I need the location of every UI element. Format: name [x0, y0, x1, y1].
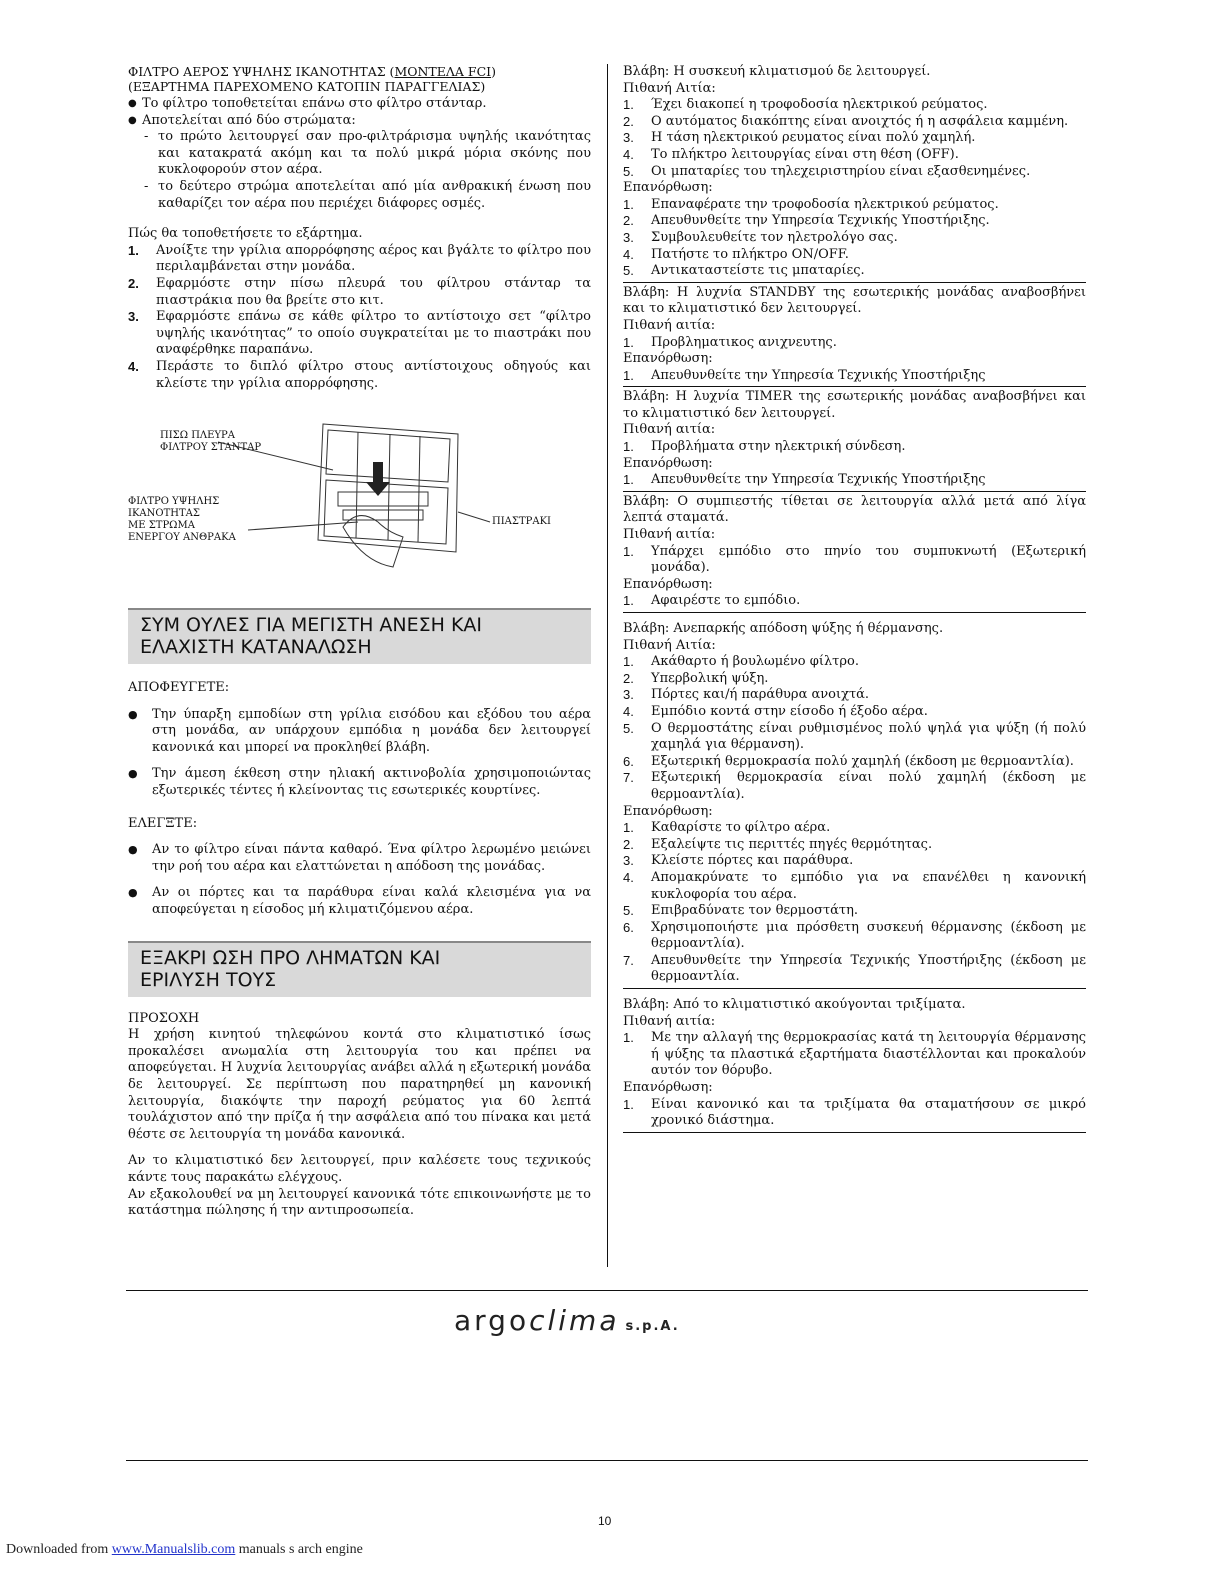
column-divider	[607, 64, 608, 1267]
cause-list	[623, 544, 1086, 577]
fix-title: Επανόρθωση:	[623, 455, 713, 471]
cause-list	[623, 97, 1086, 180]
list-item: 3. Η τάση ηλεκτρικού ρευματος είναι πολύ χαμηλή.	[623, 130, 976, 146]
label-clip: ΠΙΑΣΤΡΑΚΙ	[492, 516, 552, 528]
list-item: ● Την ύπαρξη εμποδίων στη γρίλια εισόδου και εξόδου του αέρα στη μονάδα, αν υπάρχουν εμπόδια η μονάδα δεν λειτουργεί κανονικά και μπορεί να προκληθεί βλάβη.	[128, 707, 591, 757]
cause-title: Πιθανή αιτία:	[623, 317, 716, 333]
list-item: 1. Ακάθαρτο ή βουλωμένο φίλτρο.	[623, 654, 859, 670]
cause-list	[623, 439, 1086, 456]
install-step: 1. Ανοίξτε την γρίλια απορρόφησης αέρος και βγάλτε το φίλτρο που περιλαμβάνεται στην μονάδα.	[128, 242, 591, 275]
list-item: 4. Πατήστε το πλήκτρο ON/OFF.	[623, 246, 849, 262]
cause-title: Πιθανή αιτία:	[623, 422, 716, 438]
cause-list	[623, 1030, 1086, 1080]
avoid-list	[128, 707, 591, 800]
list-item: 1. Απευθυνθείτε την Υπηρεσία Τεχνικής Υποστήριξης	[623, 367, 986, 383]
cause-title: Πιθανή αιτία:	[623, 527, 716, 543]
label-back-filter: ΠΙΣΩ ΠΛΕΥΡΑ ΦΙΛΤΡΟΥ ΣΤΑΝΤΑΡ	[160, 430, 262, 454]
list-item: 3. Κλείστε πόρτες και παράθυρα.	[623, 853, 854, 869]
manualslib-link[interactable]: www.Manualslib.com	[111, 1542, 236, 1557]
cause-title: Πιθανή αιτία:	[623, 1013, 716, 1029]
list-item: 2. Υπερβολική ψύξη.	[623, 670, 769, 686]
left-column	[128, 64, 591, 1220]
download-credit: Downloaded from www.Manualslib.com manuals s arch engine	[6, 1542, 363, 1557]
list-item: 1. Έχει διακοπεί η τροφοδοσία ηλεκτρικού ρεύματος.	[623, 97, 988, 113]
list-item: 1. Προβληματικος ανιχνευτης.	[623, 334, 837, 350]
list-item: 1. Είναι κανονικό και τα τριξίματα θα σταματήσουν σε μικρό χρονικό διάστημα.	[623, 1096, 1086, 1129]
list-item: 1. Καθαρίστε το φίλτρο αέρα.	[623, 820, 831, 836]
cause-list	[623, 654, 1086, 803]
filter-header: ΦΙΛΤΡΟ ΑΕΡΟΣ ΥΨΗΛΗΣ ΙΚΑΝΟΤΗΤΑΣ (ΜΟΝΤΕΛΑ FCI) (ΕΞΑΡΤΗΜΑ ΠΑΡΕΧΟΜΕΝΟ ΚΑΤΟΠΙΝ ΠΑΡΑΓΓΕΛΙΑΣ)	[128, 64, 496, 94]
list-item: 6. Χρησιμοποιήστε μια πρόσθετη συσκευή θέρμανσης (έκδοση με θερμοαντλία).	[623, 919, 1086, 952]
list-item: 5. Οι μπαταρίες του τηλεχειριστηρίου είναι εξασθενημένες.	[623, 163, 1031, 179]
list-item: 7. Απευθυνθείτε την Υπηρεσία Τεχνικής Υποστήριξης (έκδοση με θερμοαντλία.	[623, 952, 1086, 985]
caution-title: ΠΡΟΣΟΧΗ	[128, 1010, 200, 1026]
fault-title: Βλάβη: Η λυχνία TIMER της εσωτερικής μονάδας αναβοσβήνει και το κλιματιστικό δεν λειτουργεί.	[623, 389, 1086, 421]
list-item: 1. Αφαιρέστε το εμπόδιο.	[623, 593, 801, 609]
check-list	[128, 842, 591, 918]
fix-title: Επανόρθωση:	[623, 351, 713, 367]
final-note-2: Αν εξακολουθεί να μη λειτουργεί κανονικά τότε επικοινωνήστε με το κατάστημα πώλησης ή την αντιπροσωπεία.	[128, 1186, 591, 1219]
list-item: 5. Επιβραδύνατε τον θερμοστάτη.	[623, 903, 859, 919]
list-item: 1. Με την αλλαγή της θερμοκρασίας κατά τη λειτουργία θέρμανσης ή ψύξης τα πλαστικά εξαρτήματα διαστέλλονται και προκαλούν αυτόν τον θόρυβο.	[623, 1030, 1086, 1079]
fix-list	[623, 593, 1086, 610]
list-item: 7. Εξωτερική θερμοκρασία είναι πολύ χαμηλή (έκδοση με θερμοαντλία).	[623, 770, 1086, 802]
check-title: ΕΛΕΓΞΤΕ:	[128, 815, 198, 831]
list-item: 4. Εμπόδιο κοντά στην είσοδο ή έξοδο αέρα.	[623, 703, 928, 719]
filter-bullets	[128, 96, 591, 129]
sub-item: - το πρώτο λειτουργεί σαν προ-φιλτράρισμα υψηλής ικανότητας και κατακρατά ακόμη και τα πολύ μικρά μόρια σκόνης που κυκλοφορούν στον αέρα.	[144, 129, 591, 178]
cause-list	[623, 335, 1086, 352]
install-step: 2. Εφαρμόστε στην πίσω πλευρά του φίλτρου στάνταρ τα πιαστράκια που θα βρείτε στο κιτ.	[128, 275, 591, 308]
fault-title: Βλάβη: Ανεπαρκής απόδοση ψύξης ή θέρμανσης.	[623, 621, 944, 636]
fix-list	[623, 368, 1086, 385]
list-item: 1. Επαναφέρατε την τροφοδοσία ηλεκτρικού ρεύματος.	[623, 196, 999, 212]
caution-text: Η χρήση κινητού τηλεφώνου κοντά στο κλιματιστικό ίσως προκαλέσει ανωμαλία στη λειτουργία του και πρέπει να αποφεύγεται. Η λυχνία λειτουργίας ανάβει αλλά η εξωτερική μονάδα δε λειτουργεί. Σε περίπτωση που παρατηρηθεί μη κανονική λειτουργία, διακόψτε την παροχή ρεύματος για 60 λεπτά τουλάχιστον από την πρίζα ή την ασφάλεια από του πίνακα και μετά θέστε σε λειτουργία τη μονάδα κανονικά.	[128, 1027, 591, 1142]
fault-block	[623, 997, 1086, 1133]
section-banner-troubleshooting: ΕΞΑΚΡΙ ΩΣΗ ΠΡΟ ΛΗΜΑΤΩΝ ΚΑΙ ΕΡΙΛΥΣΗ ΤΟΥΣ	[128, 941, 591, 997]
fix-list	[623, 197, 1086, 280]
fix-list	[623, 1097, 1086, 1130]
fault-title: Βλάβη: Ο συμπιεστής τίθεται σε λειτουργία αλλά μετά από λίγα λεπτά σταματά.	[623, 493, 1086, 526]
sub-item: - το δεύτερο στρώμα αποτελείται από μία ανθρακική ένωση που καθαρίζει τον αέρα που περιέχει διάφορες οσμές.	[144, 178, 591, 211]
fault-title: Βλάβη: Η λυχνία STANDBY της εσωτερικής μονάδας αναβοσβήνει και το κλιματιστικό δεν λειτουργεί.	[623, 284, 1086, 317]
fix-title: Επανόρθωση:	[623, 576, 713, 592]
footer-line-top	[126, 1290, 1088, 1291]
avoid-title: ΑΠΟΦΕΥΓΕΤΕ:	[128, 680, 230, 696]
list-item: 5. Ο θερμοστάτης είναι ρυθμισμένος πολύ ψηλά για ψύξη (ή πολύ χαμηλά για θέρμανση).	[623, 720, 1086, 753]
list-item: ● Την άμεση έκθεση στην ηλιακή ακτινοβολία χρησιμοποιώντας εξωτερικές τέντες ή κλείνοντας τις εσωτερικές κουρτίνες.	[128, 766, 591, 799]
install-steps	[128, 243, 591, 392]
list-item: 4. Απομακρύνατε το εμπόδιο για να επανέλθει η κανονική κυκλοφορία του αέρα.	[623, 869, 1086, 902]
arrow-down-icon	[366, 462, 390, 496]
list-item: ● Το φίλτρο τοποθετείται επάνω στο φίλτρο στάνταρ.	[128, 96, 591, 113]
list-item: 4. Το πλήκτρο λειτουργίας είναι στη θέση (OFF).	[623, 146, 959, 162]
list-item: ● Αποτελείται από δύο στρώματα:	[128, 113, 591, 130]
list-item: 1. Υπάρχει εμπόδιο στο πηνίο του συμπυκνωτή (Εξωτερική μονάδα).	[623, 543, 1086, 576]
list-item: 2. Εξαλείψτε τις περιττές πηγές θερμότητας.	[623, 836, 933, 852]
label-hi-filter: ΦΙΛΤΡΟ ΥΨΗΛΗΣ ΙΚΑΝΟΤΗΤΑΣ ΜΕ ΣΤΡΩΜΑ ΕΝΕΡΓΟΥ ΑΝΘΡΑΚΑ	[128, 496, 236, 544]
list-item: 6. Εξωτερική θερμοκρασία πολύ χαμηλή (έκδοση με θερμοαντλία).	[623, 753, 1074, 769]
list-item: 1. Απευθυνθείτε την Υπηρεσία Τεχνικής Υποστήριξης	[623, 472, 986, 488]
list-item: 3. Πόρτες και/ή παράθυρα ανοιχτά.	[623, 687, 870, 703]
install-title: Πώς θα τοποθετήσετε το εξάρτημα.	[128, 226, 363, 242]
fault-block	[623, 64, 1086, 283]
fault-title: Βλάβη: Η συσκευή κλιματισμού δε λειτουργεί.	[623, 64, 931, 79]
list-item: ● Αν οι πόρτες και τα παράθυρα είναι καλά κλεισμένα για να αποφεύγεται η είσοδος μή κλιματιζόμενου αέρα.	[128, 885, 591, 918]
final-note-1: Αν το κλιματιστικό δεν λειτουργεί, πριν καλέσετε τους τεχνικούς κάντε τους παρακάτω ελέγχους.	[128, 1153, 591, 1185]
fault-title: Βλάβη: Από το κλιματιστικό ακούγονται τριξίματα.	[623, 997, 966, 1013]
cause-title: Πιθανή Αιτία:	[623, 637, 716, 653]
list-item: ● Αν το φίλτρο είναι πάντα καθαρό. Ένα φίλτρο λερωμένο μειώνει την ροή του αέρα και ελαττώνεται η απόδοση της μονάδας.	[128, 842, 591, 875]
fix-list	[623, 472, 1086, 489]
fix-title: Επανόρθωση:	[623, 803, 713, 819]
fault-block	[623, 621, 1086, 989]
troubleshooting-column	[623, 64, 1086, 1135]
list-item: 2. Απευθυνθείτε την Υπηρεσία Τεχνικής Υποστήριξης.	[623, 213, 990, 229]
fix-list	[623, 820, 1086, 986]
footer-line-bottom	[126, 1460, 1088, 1461]
cause-title: Πιθανή Αιτία:	[623, 80, 716, 96]
page-number: 10	[598, 1514, 612, 1528]
fix-title: Επανόρθωση:	[623, 180, 713, 196]
model-link: ΜΟΝΤΕΛΑ FCI	[394, 64, 492, 79]
fault-block	[623, 389, 1086, 492]
fault-block	[623, 494, 1086, 613]
fix-title: Επανόρθωση:	[623, 1080, 713, 1096]
list-item: 3. Συμβουλευθείτε τον ηλετρολόγο σας.	[623, 229, 898, 245]
list-item: 2. Ο αυτόματος διακόπτης είναι ανοιχτός ή η ασφάλεια καμμένη.	[623, 113, 1069, 129]
section-banner-comfort: ΣΥΜ ΟΥΛΕΣ ΓΙΑ ΜΕΓΙΣΤΗ ΑΝΕΣΗ ΚΑΙ ΕΛΑΧΙΣΤΗ ΚΑΤΑΝΑΛΩΣΗ	[128, 608, 591, 664]
list-item: 1. Προβλήματα στην ηλεκτρική σύνδεση.	[623, 439, 906, 455]
install-step: 3. Εφαρμόστε επάνω σε κάθε φίλτρο το αντίστοιχο σετ “φίλτρο υψηλής ικανότητας” το οποίο συγκρατείται με το πιαστράκι που αναφέρθηκε παραπάνω.	[128, 309, 591, 358]
fault-block	[623, 285, 1086, 388]
list-item: 5. Αντικαταστείστε τις μπαταρίες.	[623, 263, 865, 279]
argoclima-logo: argoclima s.p.A.	[454, 1304, 680, 1337]
filter-figure	[128, 422, 591, 582]
install-step: 4. Περάστε το διπλό φίλτρο στους αντίστοιχους οδηγούς και κλείστε την γρίλια απορρόφησης.	[128, 358, 591, 391]
